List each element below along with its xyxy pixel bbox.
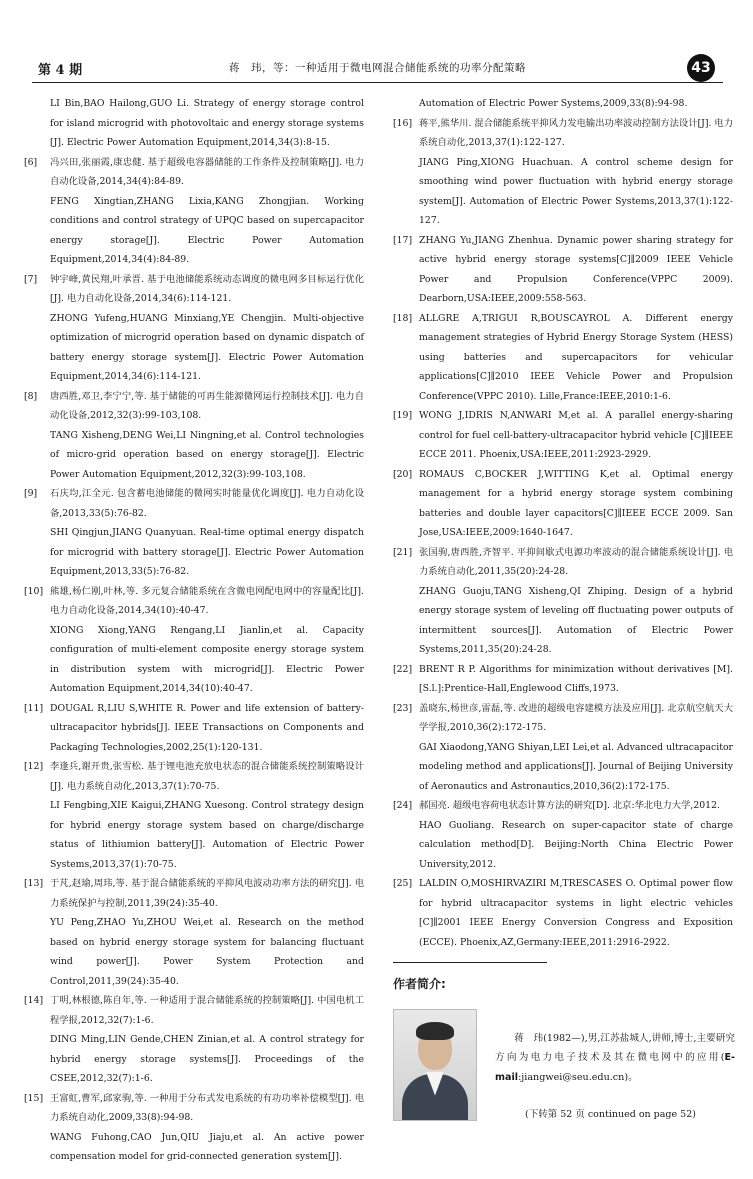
reference-primary-text: ROMAUS C,BOCKER J,WITTING K,et al. Optimal energy management for a hybrid energy storage system combining batteries and double layer capacitors[C]∥IEEE ECCE 2009. San Jose,USA:IEEE,2009:1640-1647. — [419, 468, 733, 538]
author-bio-text — [495, 1029, 735, 1088]
photo-hair — [416, 1022, 454, 1040]
running-title: 蒋 玮，等：一种适用于微电网混合储能系统的功率分配策略 — [229, 62, 526, 74]
reference-entry — [393, 231, 733, 309]
reference-primary-text: 郝国亮. 超级电容荷电状态计算方法的研究[D]. 北京:华北电力大学,2012. — [419, 800, 720, 811]
reference-number: [14] — [24, 995, 44, 1006]
page-header — [32, 56, 723, 83]
reference-primary-text: 张国驹,唐西胜,齐智平. 平抑间歇式电源功率波动的混合储能系统设计[J]. 电力系统自动化,2011,35(20):24-28. — [419, 546, 733, 577]
reference-primary-text: 唐西胜,邓卫,李宁宁,等. 基于储能的可再生能源微网运行控制技术[J]. 电力自动化设备,2012,32(3):99-103,108. — [50, 390, 364, 421]
reference-english-text: ZHANG Guoju,TANG Xisheng,QI Zhiping. Design of a hybrid energy storage system of leveling off fluctuating power outputs of intermittent sources[J]. Automation of Electric Power Systems,2011,35(20):24-28. — [419, 585, 733, 655]
reference-number: [8] — [24, 390, 38, 402]
reference-entry — [24, 991, 364, 1089]
reference-primary-text: ZHANG Yu,JIANG Zhenhua. Dynamic power sharing strategy for active hybrid energy storage systems[C]∥2009 IEEE Vehicle Power and Propulsion Conference(VPPC 2009). Dearborn,USA:IEEE,2009:558-563. — [419, 234, 733, 304]
reference-english-text: SHI Qingjun,JIANG Quanyuan. Real-time optimal energy dispatch for microgrid with battery storage[J]. Electric Power Automation Equipment,2013,33(5):76-82. — [50, 527, 364, 577]
reference-entry — [24, 94, 364, 153]
reference-primary-text: BRENT R P. Algorithms for minimization without derivatives [M]. [S.l.]:Prentice-Hall,Englewood Cliffs,1973. — [419, 663, 733, 694]
reference-entry — [393, 406, 733, 465]
author-bio-heading: 作者简介: — [393, 977, 446, 991]
reference-number: [21] — [393, 546, 413, 558]
reference-number: [19] — [393, 410, 413, 421]
reference-english-text: DING Ming,LIN Gende,CHEN Zinian,et al. A control strategy for hybrid energy storage systems[J]. Proceedings of the CSEE,2012,32(7):1-6. — [50, 1034, 364, 1084]
reference-english-text: TANG Xisheng,DENG Wei,LI Ningning,et al. Control technologies of micro-grid operation based on energy storage[J]. Electric Power Automation Equipment,2012,32(3):99-103,108. — [50, 429, 364, 480]
reference-entry — [393, 874, 733, 952]
reference-primary-text: 冯兴田,张丽霞,康忠健. 基于超级电容器储能的工作条件及控制策略[J]. 电力自动化设备,2014,34(4):84-89. — [50, 156, 364, 187]
reference-english-text: XIONG Xiong,YANG Rengang,LI Jianlin,et al. Capacity configuration of multi-element composite energy storage system in distribution system with microgrid[J]. Electric Power Automation Equipment,2014,34(10):40-47. — [50, 624, 364, 694]
bio-text-end: )。 — [624, 1071, 638, 1083]
reference-primary-text: 熊雄,杨仁刚,叶林,等. 多元复合储能系统在含微电网配电网中的容量配比[J]. 电力自动化设备,2014,34(10):40-47. — [50, 585, 364, 616]
email-label: E-mail — [495, 1052, 735, 1083]
reference-entry — [24, 874, 364, 991]
reference-entry — [24, 153, 364, 270]
reference-primary-text: 李逢兵,谢开贵,张雪松. 基于锂电池充放电状态的混合储能系统控制策略设计[J]. 电力系统自动化,2013,37(1):70-75. — [50, 761, 364, 792]
reference-english-text: WANG Fuhong,CAO Jun,QIU Jiaju,et al. An active power compensation model for grid-connected generation system[J]. — [50, 1131, 364, 1162]
reference-english-text: YU Peng,ZHAO Yu,ZHOU Wei,et al. Research on the method based on hybrid energy storage system for balancing fluctuant wind power[J]. Power System Protection and Control,2011,39(24):35-40. — [50, 917, 364, 987]
continued-note: (下转第 52 页 continued on page 52) — [525, 1108, 696, 1120]
reference-number: [7] — [24, 273, 38, 285]
reference-entry — [393, 699, 733, 797]
reference-primary-text: 蒋平,熊华川. 混合储能系统平抑风力发电输出功率波动控制方法设计[J]. 电力系统自动化,2013,37(1):122-127. — [419, 117, 733, 148]
reference-entry — [24, 484, 364, 582]
reference-entry — [24, 582, 364, 699]
reference-list-right — [393, 94, 733, 952]
reference-number: [24] — [393, 800, 413, 811]
reference-english-text: HAO Guoliang. Research on super-capacitor state of charge calculation method[D]. Beijing:North China Electric Power University,2012. — [419, 819, 733, 870]
reference-entry — [24, 1089, 364, 1167]
reference-number: [20] — [393, 468, 413, 480]
reference-continuation: Automation of Electric Power Systems,2009,33(8):94-98. — [419, 98, 688, 109]
reference-number: [18] — [393, 312, 413, 324]
reference-primary-text: 钟宇峰,黄民翔,叶承晋. 基于电池储能系统动态调度的微电网多目标运行优化[J]. 电力自动化设备,2014,34(6):114-121. — [50, 273, 364, 304]
reference-english-text: GAI Xiaodong,YANG Shiyan,LEI Lei,et al. Advanced ultracapacitor modeling method and applications[J]. Journal of Beijing University of Aeronautics and Astronautics,2010,36(2):172-175. — [419, 741, 733, 792]
author-photo — [393, 1009, 477, 1121]
reference-entry — [393, 543, 733, 660]
left-column — [24, 94, 364, 1167]
reference-entry — [393, 796, 733, 874]
reference-number: [12] — [24, 761, 44, 772]
reference-entry — [24, 757, 364, 874]
reference-number: [9] — [24, 488, 38, 499]
reference-number: [17] — [393, 234, 413, 246]
reference-primary-text: 石庆均,江全元. 包含蓄电池储能的微网实时能量优化调度[J]. 电力自动化设备,2013,33(5):76-82. — [50, 488, 364, 519]
reference-entry — [24, 387, 364, 485]
reference-entry — [393, 94, 733, 114]
reference-primary-text: LALDIN O,MOSHIRVAZIRI M,TRESCASES O. Optimal power flow for hybrid ultracapacitor systems in light electric vehicles [C]∥2001 IEEE Energy Conversion Congress and Exposition (ECCE). Phoenix,AZ,Germany:IEEE,2011:2916-2922. — [419, 878, 733, 948]
reference-number: [13] — [24, 878, 44, 889]
reference-primary-text: ALLGRE A,TRIGUI R,BOUSCAYROL A. Different energy management strategies of Hybrid Energy Storage System (HESS) using batteries and supercapacitors for vehicular applications[C]∥2010 IEEE Vehicle Power and Propulsion Conference(VPPC 2010). Lille,France:IEEE,2010:1-6. — [419, 312, 733, 402]
issue-label: 第 4 期 — [38, 63, 83, 78]
reference-number: [23] — [393, 702, 413, 714]
reference-number: [16] — [393, 117, 413, 129]
author-bio — [393, 1009, 733, 1119]
reference-primary-text: 丁明,林根德,陈自年,等. 一种适用于混合储能系统的控制策略[J]. 中国电机工程学报,2012,32(7):1-6. — [50, 995, 364, 1026]
reference-number: [10] — [24, 585, 44, 597]
reference-english-text: ZHONG Yufeng,HUANG Minxiang,YE Chengjin. Multi-objective optimization of microgrid operation based on dynamic dispatch of battery energy storage system[J]. Electric Power Automation Equipment,2014,34(6):114-121. — [50, 312, 364, 382]
reference-primary-text: 于芃,赵瑜,周玮,等. 基于混合储能系统的平抑风电波动功率方法的研究[J]. 电力系统保护与控制,2011,39(24):35-40. — [50, 878, 364, 909]
reference-number: [11] — [24, 702, 44, 714]
reference-primary-text: DOUGAL R,LIU S,WHITE R. Power and life extension of battery-ultracapacitor hybrids[J]. IEEE Transactions on Components and Packaging Technologies,2002,25(1):120-131. — [50, 702, 364, 753]
email-link[interactable]: :jiangwei@seu.edu.cn — [518, 1071, 625, 1083]
reference-entry — [393, 309, 733, 407]
reference-primary-text: WONG J,IDRIS N,ANWARI M,et al. A parallel energy-sharing control for fuel cell-battery-ultracapacitor hybrid vehicle [C]∥IEEE ECCE 2011. Phoenix,USA:IEEE,2011:2923-2929. — [419, 410, 733, 460]
bio-text-main: 蒋 玮(1982—),男,江苏盐城人,讲师,博士,主要研究方向为电力电子技术及其在微电网中的应用( — [495, 1032, 735, 1063]
reference-primary-text: 盖晓东,杨世彦,雷磊,等. 改进的超级电容建模方法及应用[J]. 北京航空航天大学学报,2010,36(2):172-175. — [419, 702, 733, 733]
page-number-badge: 43 — [687, 54, 715, 82]
reference-english-text: JIANG Ping,XIONG Huachuan. A control scheme design for smoothing wind power fluctuation with hybrid energy storage system[J]. Automation of Electric Power Systems,2013,37(1):122-127. — [419, 156, 733, 226]
reference-entry — [393, 465, 733, 543]
reference-number: [22] — [393, 663, 413, 675]
reference-number: [25] — [393, 878, 413, 889]
reference-entry — [393, 660, 733, 699]
reference-entry — [393, 114, 733, 231]
reference-entry — [24, 270, 364, 387]
section-divider — [393, 962, 547, 963]
reference-number: [6] — [24, 156, 38, 168]
reference-english-text: LI Fengbing,XIE Kaigui,ZHANG Xuesong. Control strategy design for hybrid energy storage system based on charge/discharge status of lithiumion battery[J]. Automation of Electric Power Systems,2013,37(1):70-75. — [50, 800, 364, 870]
reference-number: [15] — [24, 1092, 44, 1104]
right-column — [393, 94, 733, 1119]
reference-english-text: FENG Xingtian,ZHANG Lixia,KANG Zhongjian. Working conditions and control strategy of UPQC based on supercapacitor energy storage[J]. Electric Power Automation Equipment,2014,34(4):84-89. — [50, 195, 364, 265]
reference-continuation: LI Bin,BAO Hailong,GUO Li. Strategy of energy storage control for island microgrid with photovoltaic and energy storage systems [J]. Electric Power Automation Equipment,2014,34(3):8-15. — [50, 98, 364, 148]
reference-primary-text: 王富虹,曹军,邱家驹,等. 一种用于分布式发电系统的有功功率补偿模型[J]. 电力系统自动化,2009,33(8):94-98. — [50, 1092, 364, 1123]
reference-entry — [24, 699, 364, 758]
